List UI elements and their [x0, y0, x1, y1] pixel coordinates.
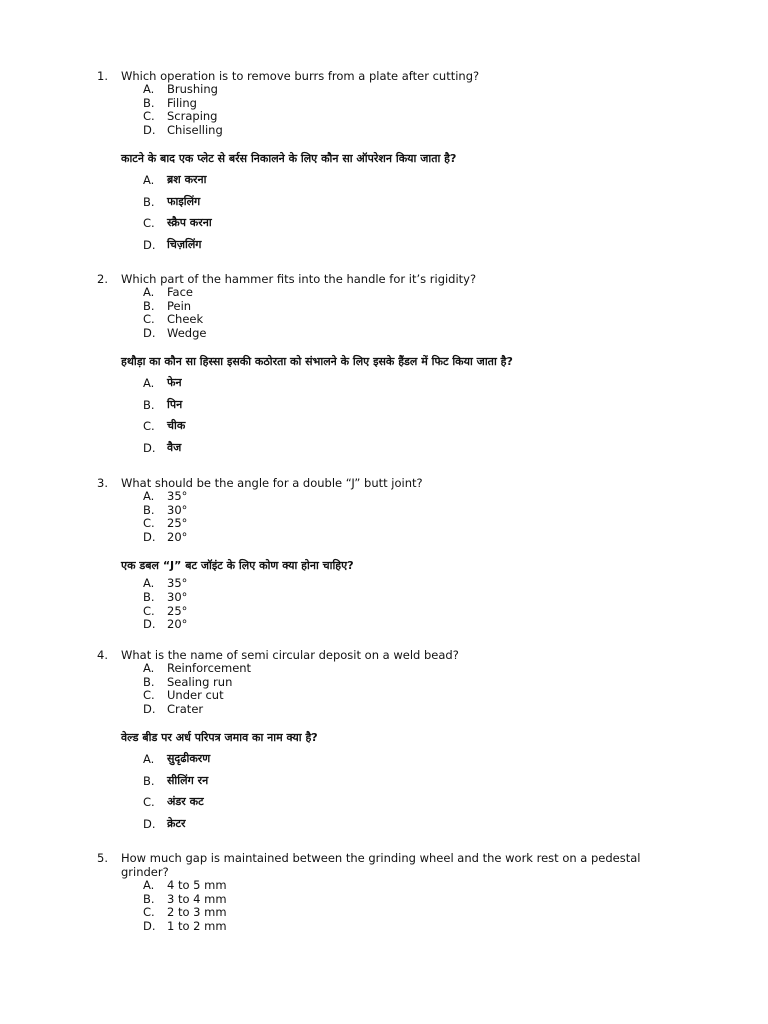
- option: [143, 689, 657, 703]
- option-letter: D.: [143, 701, 156, 716]
- hindi-option: [143, 195, 657, 209]
- option-letter: C.: [143, 516, 155, 531]
- options-list: [143, 286, 657, 340]
- option: [143, 920, 657, 934]
- hindi-option: [143, 216, 657, 230]
- option-text: सुदृढीकरण: [167, 752, 211, 766]
- question-3: [97, 476, 657, 632]
- option-letter: B.: [143, 95, 155, 110]
- option-text: 20°: [167, 617, 188, 632]
- option-text: 3 to 4 mm: [167, 891, 227, 906]
- option-letter: A.: [143, 489, 155, 503]
- option-letter: D.: [143, 918, 156, 933]
- option-letter: D.: [143, 237, 156, 252]
- option-letter: A.: [143, 752, 155, 767]
- option-text: पिन: [167, 397, 183, 411]
- question-number: 5.: [97, 851, 108, 865]
- option-text: Face: [167, 285, 194, 299]
- hindi-options-list: [143, 173, 657, 251]
- hindi-option: [143, 618, 657, 632]
- options-list: [143, 879, 657, 933]
- option-letter: D.: [143, 816, 156, 831]
- options-list: [143, 83, 657, 137]
- option-text: 2 to 3 mm: [167, 905, 227, 920]
- option-text: फाइलिंग: [167, 194, 201, 208]
- question-4: [97, 648, 657, 838]
- option-letter: A.: [143, 82, 155, 96]
- option-text: Brushing: [167, 82, 218, 96]
- option: [143, 531, 657, 545]
- question-number: 4.: [97, 648, 108, 662]
- option-letter: A.: [143, 878, 155, 892]
- hindi-option: [143, 795, 657, 809]
- option-letter: D.: [143, 440, 156, 455]
- option: [143, 327, 657, 341]
- hindi-options-list: [143, 752, 657, 830]
- question-text: What is the name of semi circular deposit on a weld bead?: [121, 648, 459, 662]
- question-text: How much gap is maintained between the grinding wheel and the work rest on a pedestal grinder?: [121, 851, 641, 879]
- question-1: [97, 69, 657, 259]
- option-text: Crater: [167, 701, 204, 716]
- option-text: Under cut: [167, 688, 224, 703]
- option-letter: A.: [143, 285, 155, 299]
- hindi-options-list: [143, 376, 657, 454]
- option-letter: C.: [143, 905, 155, 920]
- option: [143, 83, 657, 97]
- option-text: 4 to 5 mm: [167, 878, 227, 892]
- option-letter: D.: [143, 325, 156, 340]
- option-letter: C.: [143, 312, 155, 327]
- option-letter: D.: [143, 529, 156, 544]
- option-letter: C.: [143, 419, 155, 434]
- option: [143, 703, 657, 717]
- question-5: [97, 851, 657, 933]
- option: [143, 286, 657, 300]
- option-letter: B.: [143, 589, 155, 604]
- option-text: 30°: [167, 502, 188, 517]
- option-letter: B.: [143, 298, 155, 313]
- option-letter: C.: [143, 795, 155, 810]
- option-letter: B.: [143, 773, 155, 788]
- hindi-question-text: हथौड़ा का कौन सा हिस्सा इसकी कठोरता को संभालने के लिए इसके हैंडल में फिट किया जाता है?: [121, 355, 513, 369]
- option-text: फेन: [167, 376, 182, 390]
- option-text: सीलिंग रन: [167, 773, 209, 787]
- hindi-option: [143, 173, 657, 187]
- question-text: Which operation is to remove burrs from a plate after cutting?: [121, 69, 480, 83]
- option-text: 35°: [167, 489, 188, 503]
- option-text: 1 to 2 mm: [167, 918, 227, 933]
- question-text: What should be the angle for a double “J” butt joint?: [121, 476, 423, 490]
- option-text: Cheek: [167, 312, 204, 327]
- option-text: Filing: [167, 95, 197, 110]
- option-text: 35°: [167, 576, 188, 591]
- hindi-option: [143, 817, 657, 831]
- option: [143, 906, 657, 920]
- option-text: चीक: [167, 419, 186, 433]
- option-letter: B.: [143, 891, 155, 906]
- option-letter: A.: [143, 376, 155, 391]
- option-text: Reinforcement: [167, 661, 252, 675]
- option-letter: B.: [143, 194, 155, 209]
- hindi-option: [143, 752, 657, 766]
- hindi-option: [143, 577, 657, 591]
- option-letter: B.: [143, 502, 155, 517]
- hindi-option: [143, 591, 657, 605]
- option-text: अंडर कट: [167, 795, 204, 809]
- option: [143, 124, 657, 138]
- option: [143, 504, 657, 518]
- question-number: 2.: [97, 272, 108, 286]
- option-text: ब्रश करना: [167, 173, 207, 187]
- option-letter: A.: [143, 173, 155, 188]
- option: [143, 110, 657, 124]
- question-text: Which part of the hammer fits into the handle for it’s rigidity?: [121, 272, 477, 286]
- question-number: 1.: [97, 69, 108, 83]
- hindi-option: [143, 774, 657, 788]
- hindi-option: [143, 419, 657, 433]
- option-text: Chiselling: [167, 122, 223, 137]
- option-text: 20°: [167, 529, 188, 544]
- hindi-option: [143, 376, 657, 390]
- option-text: Sealing run: [167, 674, 233, 689]
- option-letter: C.: [143, 109, 155, 124]
- option-letter: C.: [143, 216, 155, 231]
- option-text: Pein: [167, 298, 192, 313]
- options-list: [143, 662, 657, 716]
- option-letter: A.: [143, 661, 155, 675]
- option: [143, 300, 657, 314]
- hindi-options-list: [143, 577, 657, 631]
- question-number: 3.: [97, 476, 108, 490]
- option-text: Wedge: [167, 325, 207, 340]
- option-text: क्रेटर: [167, 816, 186, 830]
- option-text: 25°: [167, 516, 188, 531]
- hindi-question-text: एक डबल “J” बट जॉइंट के लिए कोण क्या होना चाहिए?: [121, 559, 354, 573]
- hindi-question-text: काटने के बाद एक प्लेट से बर्रस निकालने के लिए कौन सा ऑपरेशन किया जाता है?: [121, 152, 457, 166]
- options-list: [143, 490, 657, 544]
- hindi-question-text: वेल्ड बीड पर अर्ध परिपत्र जमाव का नाम क्या है?: [121, 731, 318, 745]
- option-text: 30°: [167, 589, 188, 604]
- option-text: चिज़लिंग: [167, 237, 202, 251]
- hindi-option: [143, 398, 657, 412]
- hindi-option: [143, 441, 657, 455]
- question-2: [97, 272, 657, 462]
- option-letter: A.: [143, 576, 155, 591]
- option-text: स्क्रैप करना: [167, 216, 212, 230]
- option: [143, 676, 657, 690]
- option: [143, 490, 657, 504]
- option: [143, 662, 657, 676]
- option-text: Scraping: [167, 109, 218, 124]
- option-letter: D.: [143, 122, 156, 137]
- option-letter: C.: [143, 603, 155, 618]
- option-text: वैज: [167, 440, 182, 454]
- option-letter: D.: [143, 617, 156, 632]
- option-letter: B.: [143, 397, 155, 412]
- option: [143, 893, 657, 907]
- option-letter: C.: [143, 688, 155, 703]
- option: [143, 517, 657, 531]
- option: [143, 97, 657, 111]
- option: [143, 313, 657, 327]
- option-text: 25°: [167, 603, 188, 618]
- hindi-option: [143, 238, 657, 252]
- option-letter: B.: [143, 674, 155, 689]
- option: [143, 879, 657, 893]
- hindi-option: [143, 605, 657, 619]
